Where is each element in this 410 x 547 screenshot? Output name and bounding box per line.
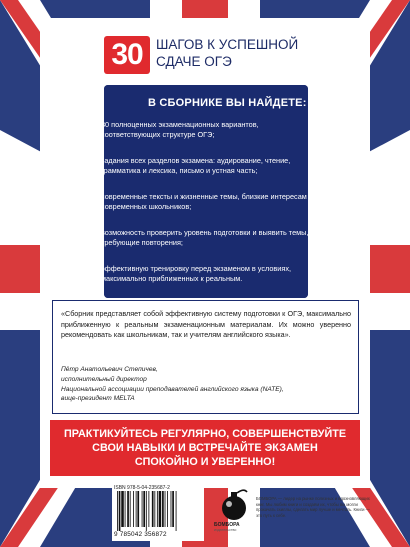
barcode-number: 9 785042 356872	[114, 531, 167, 538]
call-to-action-banner	[50, 420, 360, 476]
cta-line2: СВОИ НАВЫКИ И ВСТРЕЧАЙТЕ ЭКЗАМЕН	[92, 442, 318, 454]
list-item-line1: эффективную тренировку перед экзаменом в условиях,	[101, 264, 291, 273]
barcode-icon	[116, 491, 200, 531]
list-item-line2: современных школьников;	[101, 202, 192, 211]
review-quote-text: «Сборник представляет собой эффективную систему подготовки к ОГЭ, максимально приближенную к реальным экзаменационным материалам. Их можно уверенно рекомендовать как школьникам, так и учителям английского языка».	[61, 309, 351, 340]
barcode-block	[112, 483, 204, 541]
cta-line3: СПОКОЙНО И УВЕРЕННО!	[134, 456, 276, 468]
review-quote-box	[52, 300, 359, 414]
checkmark-icon: ✓	[79, 261, 91, 277]
cover-header	[104, 26, 314, 84]
checkmark-icon: ✓	[79, 225, 91, 241]
list-item-line1: 30 полноценных экзаменационных вариантов,	[101, 120, 259, 129]
review-author	[61, 365, 351, 404]
cover-footer	[0, 478, 410, 547]
header-title	[156, 36, 316, 70]
checkmark-icon: ✓	[79, 189, 91, 205]
isbn-text: ISBN 978-5-04-235687-2	[114, 485, 170, 491]
list-item-line1: задания всех разделов экзамена: аудирование, чтение,	[101, 156, 291, 165]
list-item-line2: грамматика и лексика, письмо и устная часть;	[101, 166, 258, 175]
publisher-slogan: БОМБОРА — лидер на рынке полезных и вдохновляющих книг. Мы любим книги и создаём их, чтобы вы могли прокачать скиллы, сделать мир лучше и мечтать. Книги — это путь к себе.	[256, 496, 370, 518]
list-item-line2: требующие повторения;	[101, 238, 183, 247]
publisher-subtitle: издательство	[214, 528, 237, 532]
review-author-name: Пётр Анатольевич Степичев,	[61, 366, 158, 373]
list-item-line2: максимально приближенных к реальным.	[101, 274, 243, 283]
publisher-name: БОМБОРА	[214, 522, 240, 528]
contents-title: В СБОРНИКЕ ВЫ НАЙДЕТЕ:	[148, 97, 307, 109]
list-item-line1: возможность проверить уровень подготовки и выявить темы,	[101, 228, 309, 237]
header-title-line2: СДАЧЕ ОГЭ	[156, 54, 232, 69]
review-author-organization: Национальной ассоциации преподавателей английского языка (NATE),	[61, 385, 284, 393]
list-item-line1: современные тексты и жизненные темы, близкие интересам	[101, 192, 307, 201]
review-author-position: исполнительный директор	[61, 375, 147, 383]
list-item-line2: соответствующих структуре ОГЭ;	[101, 130, 215, 139]
checkmark-icon: ✓	[79, 117, 91, 133]
steps-count-badge: 30	[104, 36, 150, 74]
cta-line1: ПРАКТИКУЙТЕСЬ РЕГУЛЯРНО, СОВЕРШЕНСТВУЙТЕ	[63, 428, 347, 440]
header-title-line1: ШАГОВ К УСПЕШНОЙ	[156, 37, 299, 52]
checkmark-icon: ✓	[79, 153, 91, 169]
contents-list	[59, 108, 309, 288]
review-author-role: вице-президент MELTA	[61, 395, 135, 403]
